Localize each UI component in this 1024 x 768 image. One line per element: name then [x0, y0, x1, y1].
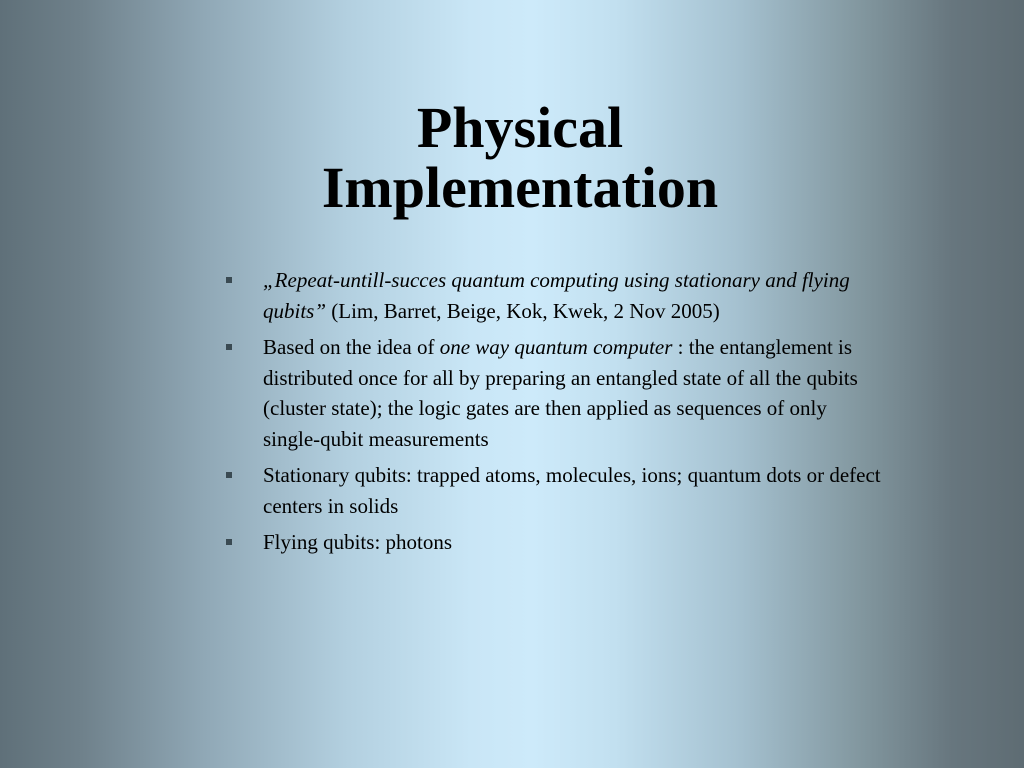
title-line-2: Implementation	[321, 155, 719, 220]
bullet-4-text: Flying qubits: photons	[263, 530, 453, 554]
bullet-1-text: (Lim, Barret, Beige, Kok, Kwek, 2 Nov 2005)	[326, 298, 720, 323]
bullet-item-3	[222, 460, 882, 521]
square-bullet-icon	[226, 344, 232, 350]
bullet-2-italic: one way quantum computer	[439, 335, 673, 359]
bullet-2-pre: Based on the idea of	[263, 335, 440, 359]
slide-title	[220, 95, 820, 220]
bullet-3-text: Stationary qubits: trapped atoms, molecules, ions; quantum dots or defect centers in solids	[263, 463, 881, 518]
bullet-item-2	[222, 332, 882, 454]
bullet-2-post: : the entanglement is distributed once for all by preparing an entangled state of all the qubits (cluster state); the logic gates are then applied as sequences of only single-qubit measurements	[263, 335, 858, 451]
bullet-list	[222, 265, 882, 564]
square-bullet-icon	[226, 472, 232, 478]
bullet-1-italic: „Repeat-untill-succes quantum computing using stationary and flying qubits”	[263, 268, 850, 323]
title-line-1: Physical	[416, 95, 624, 160]
square-bullet-icon	[226, 539, 232, 545]
bullet-item-4	[222, 527, 882, 558]
square-bullet-icon	[226, 277, 232, 283]
bullet-item-1	[222, 265, 882, 326]
